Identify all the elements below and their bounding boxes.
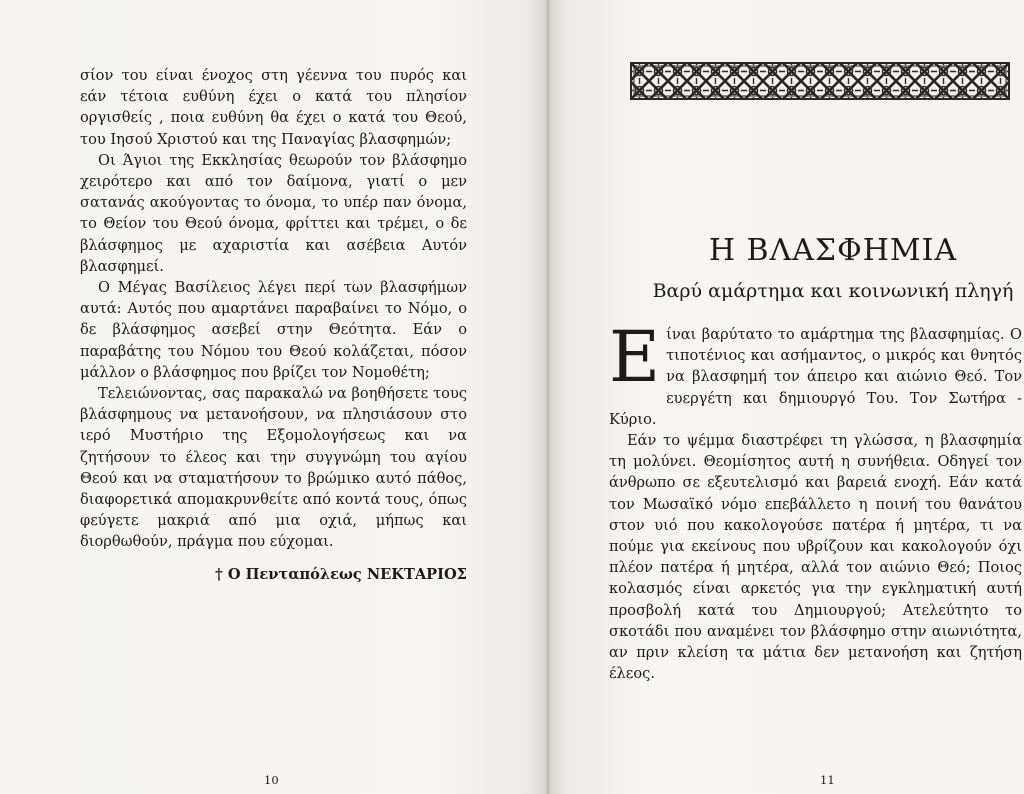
left-paragraph-4: Τελειώνοντας, σας παρακαλώ να βοηθήσετε τους βλάσφημους να μετανοήσουν, να πλησιάσουν στο ιερό Μυστήριο της Εξομολογήσεως και να ζητήσουν το έλεος και την συγγνώμη του αγίου Θεού και να σταματήσουν το βρώμικο αυτό πάθος, διαφορετικά απομακρυνθείτε από κοντά τους, όπως φεύγετε μακριά από μια οχιά, μήπως και διορθωθούν, πράγμα που εύχομαι. xyxy=(80,385,467,551)
page-number-right: 11 xyxy=(820,773,835,787)
left-page-body xyxy=(80,65,467,553)
right-paragraph-2: Εάν το ψέμμα διαστρέφει τη γλώσσα, η βλασφημία τη μολύνει. Θεομίσητος αυτή η συνήθεια. Οδηγεί τον άνθρωπο σε εξευτελισμό και βαρειά ενοχή. Εάν κατά τον Μωσαϊκό νόμο επεβάλλετο η ποινή του θανάτου στον υιό που κακολογούσε πατέρα ή μητέρα, τι να πούμε για εκείνους που υβρίζουν και κακολογούν όχι πλέον πατέρα ή μητέρα, αλλά τον αιώνιο Θεό; Ποιος κολασμός είναι αρκετός για την εγκληματική αυτή προσβολή κατά του Δημιουργού; Ατελεύτητο το σκοτάδι που αναμένει τον βλάσφημο στην αιωνιότητα, αν πριν κλείση τα μάτια δεν μετανοήση και ζητήση έλεος. xyxy=(609,432,1022,683)
right-paragraph-1-text: ίναι βαρύτατο το αμάρτημα της βλασφημίας. Ο τιποτένιος και ασήμαντος, ο μικρός και θνητός να βλασφημή τον άπειρο και αιώνιο Θεό. Τον ευεργέτη και δημιουργό Του. Τον Σωτήρα - Κύριο. xyxy=(609,326,1022,428)
signature: † Ο Πενταπόλεως ΝΕΚΤΑΡΙΟΣ xyxy=(215,566,467,583)
decorative-header-band-icon xyxy=(630,62,1010,100)
left-paragraph-2: Οι Άγιοι της Εκκλησίας θεωρούν τον βλάσφημο χειρότερο και από τον δαίμονα, γιατί ο μεν σατανάς ακούγοντας το όνομα, το υπέρ παν όνομα, το Θείον του Θεού όνομα, φρίττει και τρέμει, ο δε βλάσφημος με αχαριστία και ασέβεια Αυτόν βλασφημεί. xyxy=(80,151,467,275)
chapter-subtitle: Βαρύ αμάρτημα και κοινωνική πληγή xyxy=(652,280,1014,302)
right-paragraph-1 xyxy=(609,316,1022,430)
chapter-title: Η ΒΛΑΣΦΗΜΙΑ xyxy=(708,233,958,268)
left-paragraph-3: Ο Μέγας Βασίλειος λέγει περί των βλασφήμων αυτά: Αυτός που αμαρτάνει παραβαίνει το Νόμο, ο δε βλάσφημος ασεβεί στην Θεότητα. Εάν ο παραβάτης του Νόμου του Θεού κολάζεται, πόσον μάλλον ο βλάσφημος που βρίζει τον Νομοθέτη; xyxy=(80,279,467,381)
book-gutter xyxy=(545,0,551,794)
right-page-body xyxy=(609,316,1022,684)
drop-cap: Ε xyxy=(609,316,661,398)
page-number-left: 10 xyxy=(264,773,279,787)
left-paragraph-1: σίον του είναι ένοχος στη γέεννα του πυρός και εάν τέτοια ευθύνη έχει ο κατά του πλησίον οργισθείς , ποια ευθύνη θα έχει ο κατά του Θεού, του Ιησού Χριστού και της Παναγίας βλασφημών; xyxy=(80,67,467,148)
